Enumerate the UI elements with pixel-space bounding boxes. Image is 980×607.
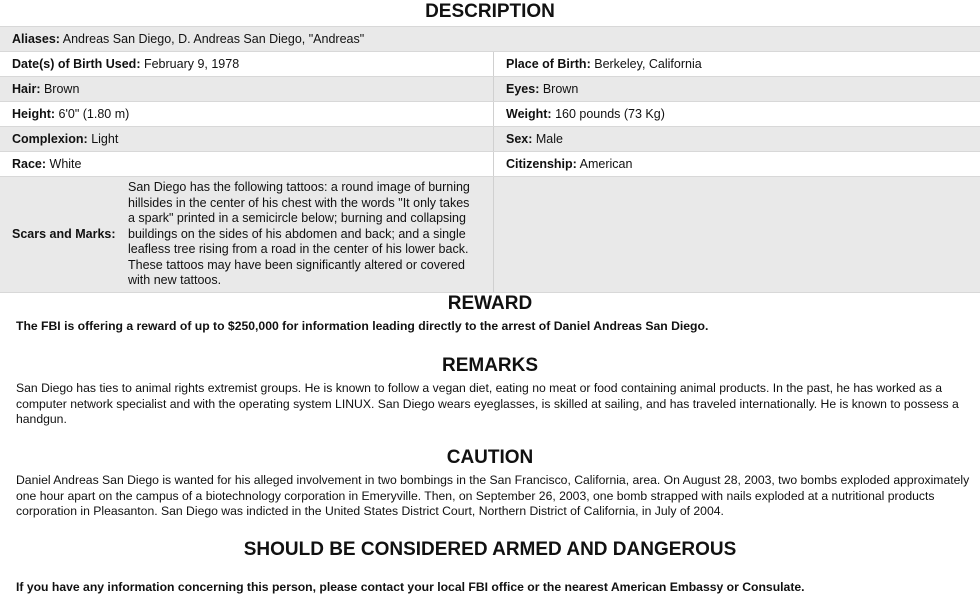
scars-row — [0, 177, 980, 293]
citizenship-value: American — [579, 157, 633, 171]
race-label: Race: — [12, 157, 47, 171]
height-label: Height: — [12, 107, 56, 121]
sex-value: Male — [535, 132, 563, 146]
description-row — [0, 102, 980, 127]
contact-text: If you have any information concerning this person, please contact your local FBI office or the nearest American Embassy or Consulate. — [16, 580, 805, 594]
complexion-label: Complexion: — [12, 132, 88, 146]
height-value: 6'0" (1.80 m) — [58, 107, 130, 121]
scars-label: Scars and Marks: — [12, 227, 116, 242]
sex-label: Sex: — [506, 132, 533, 146]
reward-heading: REWARD — [447, 293, 533, 314]
description-heading: DESCRIPTION — [425, 1, 555, 22]
remarks-heading: REMARKS — [441, 355, 539, 376]
remarks-text: San Diego has ties to animal rights extremist groups. He is known to follow a vegan diet, eating no meat or food containing animal products. In the past, he has worked as a computer network specialist and with the operating system LINUX. San Diego wears eyeglasses, is skilled at sailing, and has traveled internationally. He is known to possess a handgun. — [16, 381, 959, 426]
description-row — [0, 152, 980, 177]
aliases-label: Aliases: — [12, 32, 60, 46]
complexion-value: Light — [91, 132, 119, 146]
caution-heading: CAUTION — [446, 447, 534, 468]
caution-text: Daniel Andreas San Diego is wanted for his alleged involvement in two bombings in the San Francisco, California, area. On August 28, 2003, two bombs exploded approximately one hour apart on the campus of a biotechnology corporation in Emeryville. Then, on September 26, 2003, one bomb strapped with nails exploded at a nutritional products corporation in Pleasanton. San Diego was indicted in the United States District Court, Northern District of California, in July of 2004. — [16, 473, 970, 518]
dob-label: Date(s) of Birth Used: — [12, 57, 141, 71]
place-of-birth-label: Place of Birth: — [506, 57, 591, 71]
place-of-birth-value: Berkeley, California — [594, 57, 702, 71]
hair-value: Brown — [43, 82, 80, 96]
weight-label: Weight: — [506, 107, 552, 121]
description-row — [0, 77, 980, 102]
eyes-label: Eyes: — [506, 82, 540, 96]
aliases-value: Andreas San Diego, D. Andreas San Diego, "Andreas" — [62, 32, 365, 46]
weight-value: 160 pounds (73 Kg) — [555, 107, 665, 121]
scars-value: San Diego has the following tattoos: a round image of burning hillsides in the center of his chest with the words "It only takes a spark" printed in a semicircle below; burning and collapsing buildings on the sides of his abdomen and back; and a single leafless tree rising from a road in the center of his lower back. These tattoos may have been significantly altered or covered with new tattoos. — [128, 180, 470, 287]
armed-dangerous-heading: SHOULD BE CONSIDERED ARMED AND DANGEROUS — [243, 539, 737, 560]
hair-label: Hair: — [12, 82, 41, 96]
description-table — [0, 26, 980, 293]
aliases-row — [0, 27, 980, 52]
description-row — [0, 127, 980, 152]
citizenship-label: Citizenship: — [506, 157, 577, 171]
eyes-value: Brown — [542, 82, 579, 96]
dob-value: February 9, 1978 — [143, 57, 240, 71]
race-value: White — [49, 157, 82, 171]
description-row — [0, 52, 980, 77]
reward-text: The FBI is offering a reward of up to $250,000 for information leading directly to the arrest of Daniel Andreas San Diego. — [16, 319, 709, 333]
